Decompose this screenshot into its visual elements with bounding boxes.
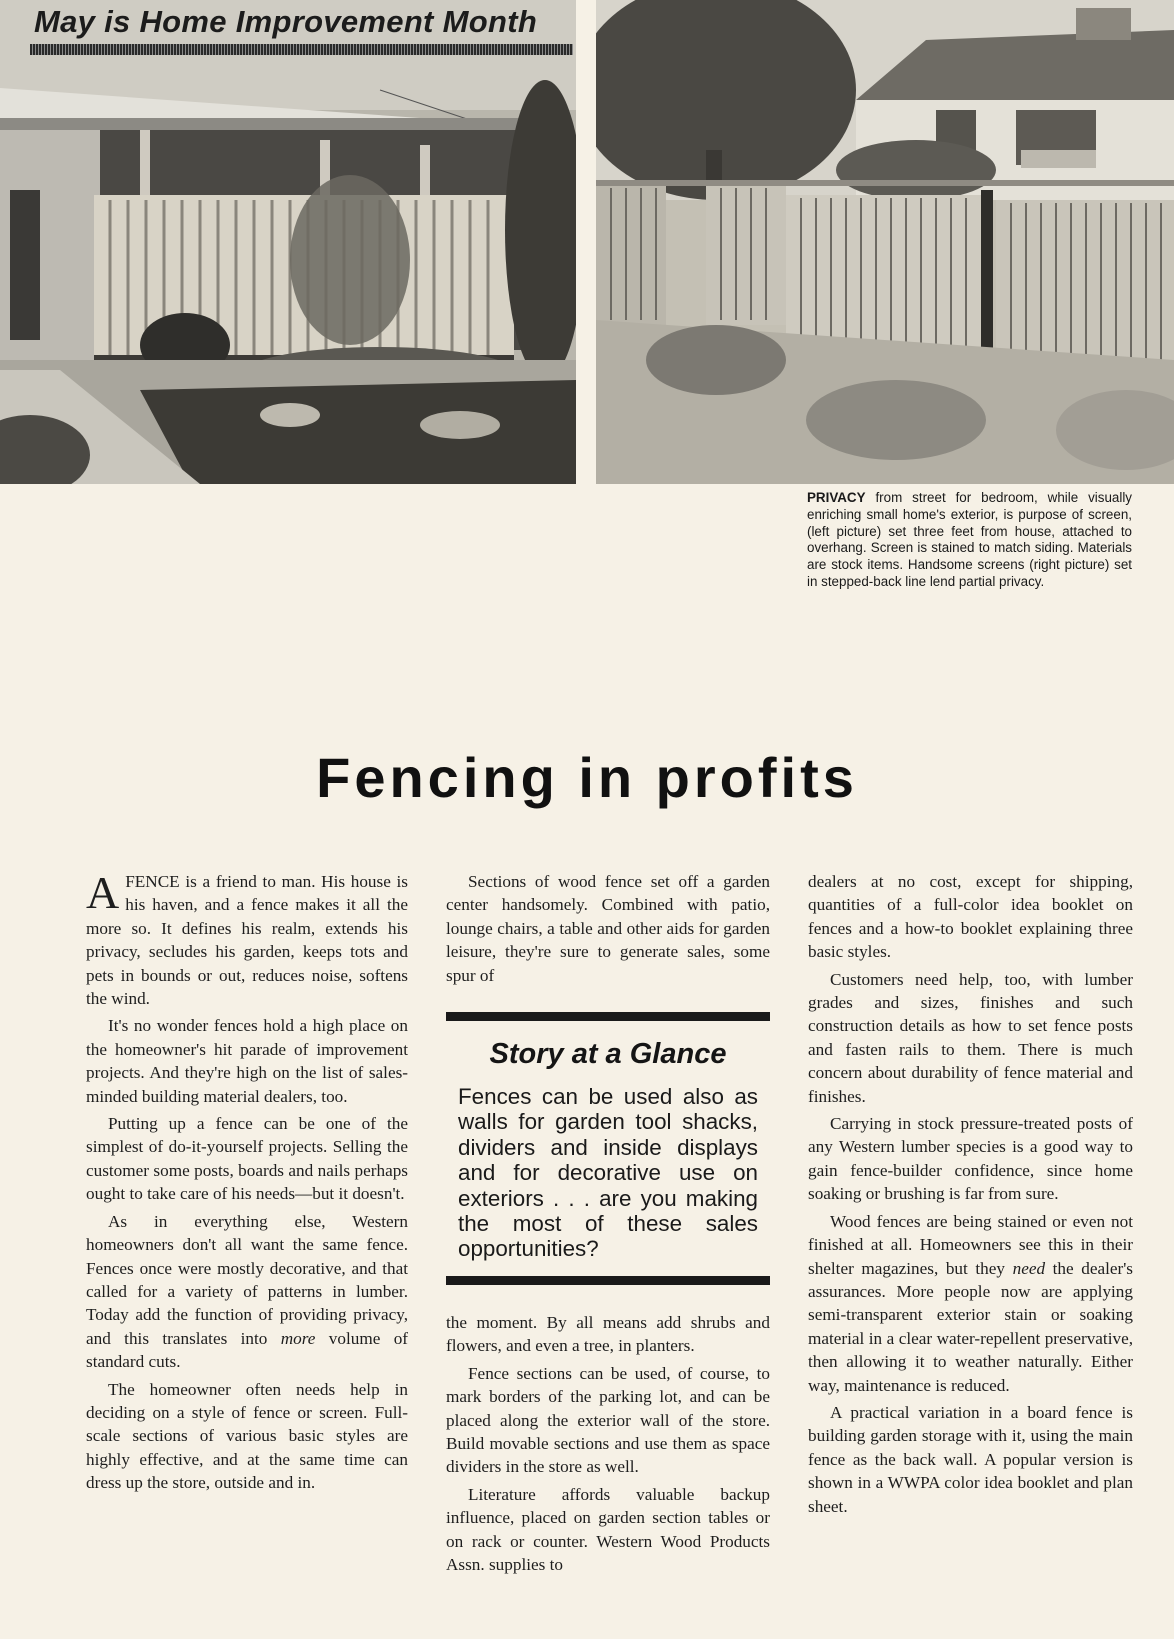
caption-lead: PRIVACY xyxy=(807,490,866,505)
column-2-bottom xyxy=(446,1311,770,1580)
emphasis: need xyxy=(1012,1258,1046,1278)
column-1 xyxy=(86,867,409,1499)
paragraph: Fence sections can be used, of course, to mark borders of the parking lot, and can be placed along the exterior wall of the store. Build movable sections and use them as space dividers in the store as well. xyxy=(446,1363,770,1477)
column-3 xyxy=(808,870,1133,1522)
paragraph: Sections of wood fence set off a garden center handsomely. Combined with patio, lounge chairs, a table and other aids for garden leisure, they're sure to generate sales, some spur of xyxy=(446,872,770,985)
paragraph: Carrying in stock pressure-treated posts of any Western lumber species is a good way to gain fence-builder confidence, since home soaking or brushing is far from sure. xyxy=(808,1114,1133,1204)
photo-stepped-screens xyxy=(596,0,1174,484)
banner-rule xyxy=(30,44,573,55)
glance-rule-bottom xyxy=(446,1276,770,1285)
paragraph-text: FENCE is a friend to man. His house is his haven, and a fence makes it all the more so. It defines his realm, extends his privacy, secludes his garden, keeps tots and pets in bounds or out, reduces noise, softens the wind. xyxy=(86,872,408,1009)
glance-title: Story at a Glance xyxy=(489,1038,727,1070)
paragraph: It's no wonder fences hold a high place on the homeowner's hit parade of improvement projects. And they're high on the list of sales-minded building material dealers, too. xyxy=(86,1016,408,1106)
caption-text: from street for bedroom, while visually enriching small home's exterior, is purpose of screen, (left picture) set three feet from house, attached to overhang. Screen is stained to match siding. Materials are stock items. Handsome screens (right picture) set in stepped-back line lend partial privacy. xyxy=(807,490,1132,589)
paragraph: Literature affords valuable backup influence, placed on garden section tables or on rack or counter. Western Wood Products Assn. supplies to xyxy=(446,1484,770,1575)
banner-title: May is Home Improvement Month xyxy=(34,4,538,39)
paragraph: Customers need help, too, with lumber grades and sizes, finishes and such construction details as how to set fence posts and fasten rails to them. There is much concern about durability of fence material and finishes. xyxy=(808,969,1133,1106)
drop-cap: A xyxy=(86,867,120,918)
paragraph: A practical variation in a board fence is building garden storage with it, using the main fence as the back wall. A popular version is shown in a WWPA color idea booklet and plan sheet. xyxy=(808,1402,1133,1516)
story-at-a-glance-box xyxy=(446,1012,770,1285)
stepped-screens-illustration xyxy=(596,0,1174,484)
privacy-screen-illustration xyxy=(0,0,576,484)
emphasis: more xyxy=(280,1328,316,1348)
paragraph-text: Wood fences are being stained or even not finished at all. Homeowners see this in their shelter magazines, but they xyxy=(808,1211,1133,1278)
paragraph: dealers at no cost, except for shipping, quantities of a full-color idea booklet on fences and a how-to booklet explaining three basic styles. xyxy=(808,872,1133,962)
paragraph: The homeowner often needs help in deciding on a style of fence or screen. Full-scale sections of various basic styles are highly effective, and at the same time can dress up the store, outside and in. xyxy=(86,1379,408,1493)
paragraph-text: volume of standard cuts. xyxy=(86,1328,409,1372)
photo-caption xyxy=(807,490,1132,591)
glance-body: Fences can be used also as walls for garden tool shacks, dividers and inside displays and for decorative use on exteriors . . . are you making the most of these sales opportunities? xyxy=(458,1084,758,1262)
paragraph xyxy=(808,1210,1133,1397)
paragraph: Putting up a fence can be one of the simplest of do-it-yourself projects. Selling the customer some posts, boards and nails perhaps ought to take care of his needs—but it doesn't. xyxy=(86,1114,408,1204)
column-2-top xyxy=(446,870,770,991)
paragraph-text: As in everything else, Western homeowners don't all want the same fence. Fences once were mostly decorative, and that called for a variety of patterns in lumber. Today add the function of providing privacy, and this translates into xyxy=(86,1211,408,1348)
article-title: Fencing in profits xyxy=(316,746,858,809)
paragraph xyxy=(86,867,408,1010)
paragraph: the moment. By all means add shrubs and flowers, and even a tree, in planters. xyxy=(446,1313,770,1356)
paragraph xyxy=(86,1210,408,1374)
photo-privacy-screen xyxy=(0,0,576,484)
paragraph-text: the dealer's assurances. More people now are applying semi-transparent exterior stain or soaking material in a clear water-repellent preservative, then allowing it to weather naturally. Either way, maintenance is reduced. xyxy=(808,1258,1134,1395)
glance-rule-top xyxy=(446,1012,770,1021)
header-banner xyxy=(28,4,573,54)
